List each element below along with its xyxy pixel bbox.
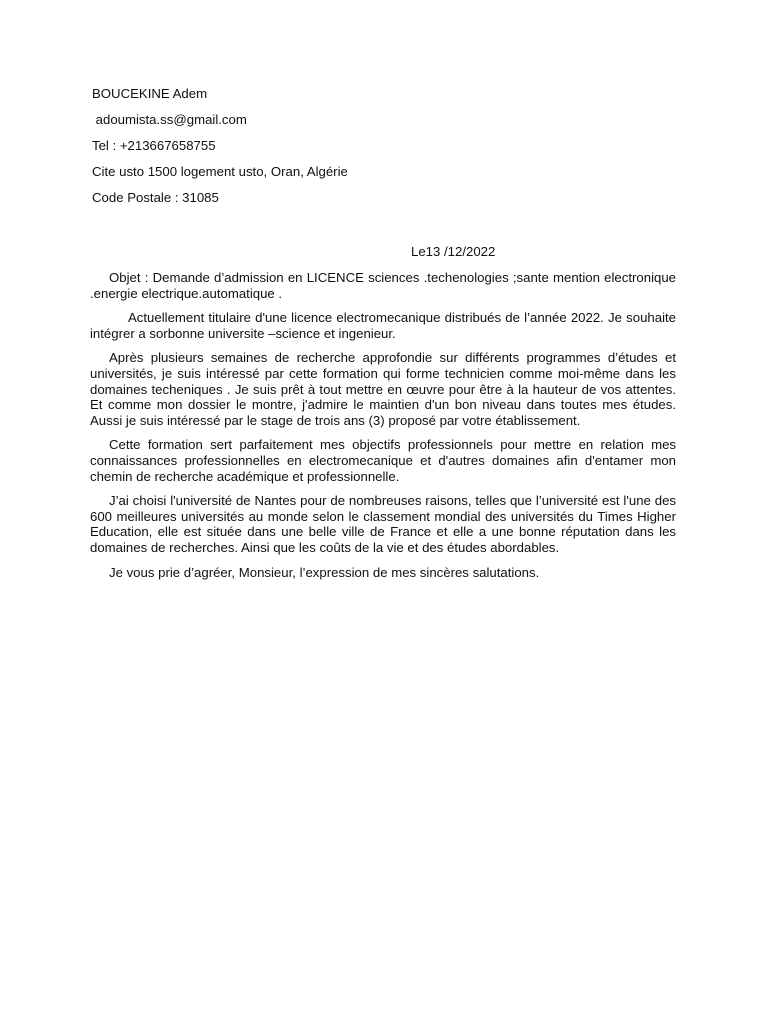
body-paragraph: Actuellement titulaire d'une licence electromecanique distribués de l’année 2022. Je souhaite intégrer a sorbonne universite –science et ingenieur.	[90, 310, 676, 341]
letter-body	[90, 270, 676, 589]
body-paragraph: Après plusieurs semaines de recherche approfondie sur différents programmes d’études et universités, je suis intéressé par cette formation qui forme technicien comme moi-même dans les domaines techeniques . Je suis prêt à tout mettre en œuvre pour être à la hauteur de vos attentes. Et comme mon dossier le montre, j'admire le maintien d'un bon niveau dans toutes mes études. Aussi je suis intéressé par le stage de trois ans (3) proposé par votre établissement.	[90, 350, 676, 428]
subject-line: Objet : Demande d’admission en LICENCE sciences .techenologies ;sante mention electronique .energie electrique.automatique .	[90, 270, 676, 301]
sender-email: adoumista.ss@gmail.com	[92, 112, 247, 127]
body-paragraph: Cette formation sert parfaitement mes objectifs professionnels pour mettre en relation mes connaissances professionnelles en electromecanique et d'autres domaines afin d'entamer mon chemin de recherche académique et professionnelle.	[90, 437, 676, 484]
letter-date: Le13 /12/2022	[411, 244, 496, 259]
sender-address: Cite usto 1500 logement usto, Oran, Algérie	[92, 164, 348, 179]
sender-phone: Tel : +213667658755	[92, 138, 216, 153]
sender-block	[92, 86, 592, 216]
sender-name: BOUCEKINE Adem	[92, 86, 208, 101]
closing-line: Je vous prie d’agréer, Monsieur, l’expression de mes sincères salutations.	[109, 564, 540, 580]
sender-postal-code: Code Postale : 31085	[92, 190, 219, 205]
body-paragraph: J’ai choisi l'université de Nantes pour de nombreuses raisons, telles que l’université est l'une des 600 meilleures universités au monde selon le classement mondial des universités du Times Higher Education, elle est située dans une belle ville de France et elle a une bonne réputation dans les domaines de recherches. Ainsi que les coûts de la vie et des études abordables.	[90, 493, 676, 555]
